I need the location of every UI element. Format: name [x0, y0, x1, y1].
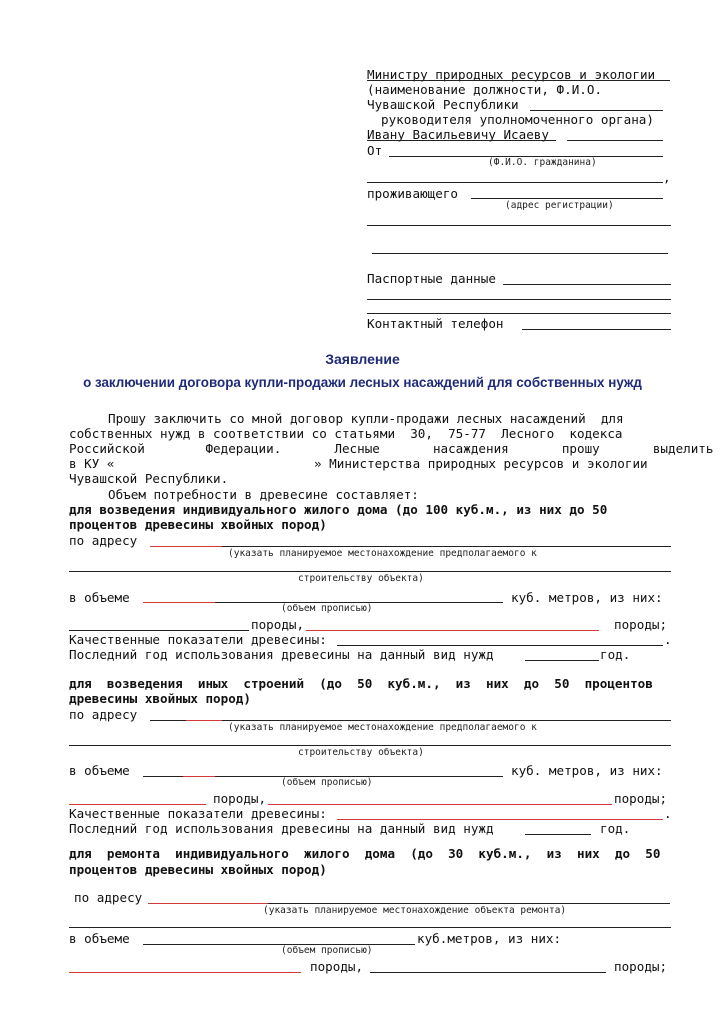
section2-volume-hint: (объем прописью)	[281, 777, 373, 788]
addressee-hint-organ: руководителя уполномоченного органа)	[381, 112, 654, 127]
section1-year-field[interactable]	[525, 660, 599, 661]
section2-quality-field[interactable]	[337, 819, 663, 820]
section3-volume-hint: (объем прописью)	[281, 945, 373, 956]
section2-volume-unit: куб. метров, из них:	[511, 763, 663, 778]
phone-label: Контактный телефон	[367, 316, 504, 331]
section1-quality-end: .	[664, 632, 672, 647]
registration-address-field-2[interactable]	[367, 225, 671, 226]
section1-address-hint-2: строительству объекта)	[298, 573, 424, 584]
addressee-hint-position: (наименование должности, Ф.И.О.	[367, 82, 603, 97]
section2-breeds-1: породы,	[213, 791, 267, 806]
section1-breeds-2: породы;	[614, 617, 668, 632]
living-label: проживающего	[367, 186, 458, 201]
section2-year-field[interactable]	[525, 834, 591, 835]
section3-volume-unit: куб.метров, из них:	[417, 931, 562, 946]
applicant-name-field-2[interactable]	[367, 182, 663, 183]
section3-address-red	[148, 903, 268, 904]
addressee-extra-field[interactable]	[567, 140, 663, 141]
section1-address-field-2[interactable]	[69, 571, 671, 572]
registration-address-hint: (адрес регистрации)	[505, 200, 614, 211]
section2-address-red	[186, 720, 222, 721]
section2-quality-label: Качественные показатели древесины:	[69, 806, 327, 821]
section2-breeds-field-1[interactable]	[69, 804, 206, 805]
section2-volume-label: в объеме	[69, 763, 130, 778]
addressee-name-underline	[367, 140, 556, 141]
section1-volume-red	[143, 602, 215, 603]
addressee-underline-3[interactable]	[530, 110, 663, 111]
section3-address-hint: (указать планируемое местонахождение объекта ремонта)	[263, 905, 567, 916]
section2-volume-red	[183, 776, 215, 777]
document-title: Заявление	[325, 351, 400, 367]
section1-heading-2: процентов древесины хвойных пород)	[69, 517, 327, 532]
section2-address-hint-1: (указать планируемое местонахождение предполагаемого к	[228, 722, 537, 733]
passport-field-3[interactable]	[367, 313, 671, 314]
phone-field[interactable]	[522, 329, 671, 330]
intro-volume-line: Объем потребности в древесине составляет:	[108, 487, 419, 502]
section2-address-hint-2: строительству объекта)	[298, 747, 424, 758]
from-label: От	[367, 143, 383, 158]
section3-heading-2: процентов древесины хвойных пород)	[69, 862, 327, 877]
section3-breeds-field-1[interactable]	[69, 972, 301, 973]
section1-address-field[interactable]	[222, 546, 671, 547]
section2-breeds-2: породы;	[614, 791, 668, 806]
section3-address-label: по адресу	[74, 890, 143, 905]
registration-address-field-3[interactable]	[372, 253, 668, 254]
section1-volume-unit: куб. метров, из них:	[511, 590, 663, 605]
section3-address-field[interactable]	[268, 903, 670, 904]
passport-field[interactable]	[503, 284, 671, 285]
section1-last-year: Последний год использования древесины на данный вид нужд	[69, 647, 494, 662]
section1-volume-hint: (объем прописью)	[281, 603, 373, 614]
document-subtitle: о заключении договора купли-продажи лесных насаждений для собственных нужд	[83, 375, 642, 390]
section2-address-field-2[interactable]	[69, 745, 671, 746]
section1-breeds-field-2[interactable]	[306, 630, 599, 631]
passport-label: Паспортные данные	[367, 271, 496, 286]
section1-address-label: по адресу	[69, 533, 138, 548]
intro-line-3: Российской Федерации. Лесные насаждения прошу выделить	[69, 441, 714, 456]
section1-heading-1: для возведения индивидуального жилого дома (до 100 куб.м., из них до 50	[69, 502, 608, 517]
section1-address-red	[150, 546, 222, 547]
section2-volume-start	[143, 776, 183, 777]
section1-breeds-field-1[interactable]	[69, 630, 249, 631]
addressee-name: Ивану Васильевичу Исаеву	[367, 127, 549, 142]
section2-address-label: по адресу	[69, 707, 138, 722]
section1-year-suffix: год.	[600, 647, 631, 662]
section3-address-field-2[interactable]	[69, 927, 671, 928]
section2-last-year: Последний год использования древесины на данный вид нужд	[69, 821, 494, 836]
registration-address-field[interactable]	[471, 198, 663, 199]
section3-volume-label: в объеме	[69, 931, 130, 946]
section1-quality-field[interactable]	[337, 645, 663, 646]
addressee-line-3: Чувашской Республики	[367, 97, 519, 112]
section2-breeds-field-2[interactable]	[268, 804, 612, 805]
passport-field-2[interactable]	[367, 299, 671, 300]
intro-line-4b: » Министерства природных ресурсов и экологии	[314, 456, 648, 471]
addressee-underline-1	[367, 80, 670, 81]
section2-year-suffix: год.	[600, 821, 631, 836]
section2-heading-1: для возведения иных строений (до 50 куб.м., из них до 50 процентов	[69, 676, 653, 691]
section2-heading-2: древесины хвойных пород)	[69, 691, 251, 706]
comma: ,	[663, 170, 671, 185]
addressee-line-1: Министру природных ресурсов и экологии	[367, 67, 656, 82]
section3-breeds-field-2[interactable]	[370, 972, 606, 973]
intro-line-5: Чувашской Республики.	[69, 471, 229, 486]
section3-volume-field[interactable]	[143, 944, 415, 945]
section3-heading-1: для ремонта индивидуального жилого дома (до 30 куб.м., из них до 50	[69, 846, 661, 861]
section3-breeds-1: породы,	[310, 959, 364, 974]
section1-quality-label: Качественные показатели древесины:	[69, 632, 327, 647]
section2-quality-end: .	[664, 806, 672, 821]
section1-volume-label: в объеме	[69, 590, 130, 605]
section1-breeds-1: породы,	[251, 617, 305, 632]
intro-line-4a: в КУ «	[69, 456, 115, 471]
section2-address-field[interactable]	[222, 720, 671, 721]
applicant-name-hint: (Ф.И.О. гражданина)	[488, 157, 597, 168]
intro-line-2: собственных нужд в соответствии со статьями 30, 75-77 Лесного кодекса	[69, 426, 623, 441]
intro-line-1: Прошу заключить со мной договор купли-продажи лесных насаждений для	[108, 411, 624, 426]
section2-address-start	[150, 720, 186, 721]
section3-breeds-2: породы;	[614, 959, 668, 974]
section1-address-hint-1: (указать планируемое местонахождение предполагаемого к	[228, 548, 537, 559]
